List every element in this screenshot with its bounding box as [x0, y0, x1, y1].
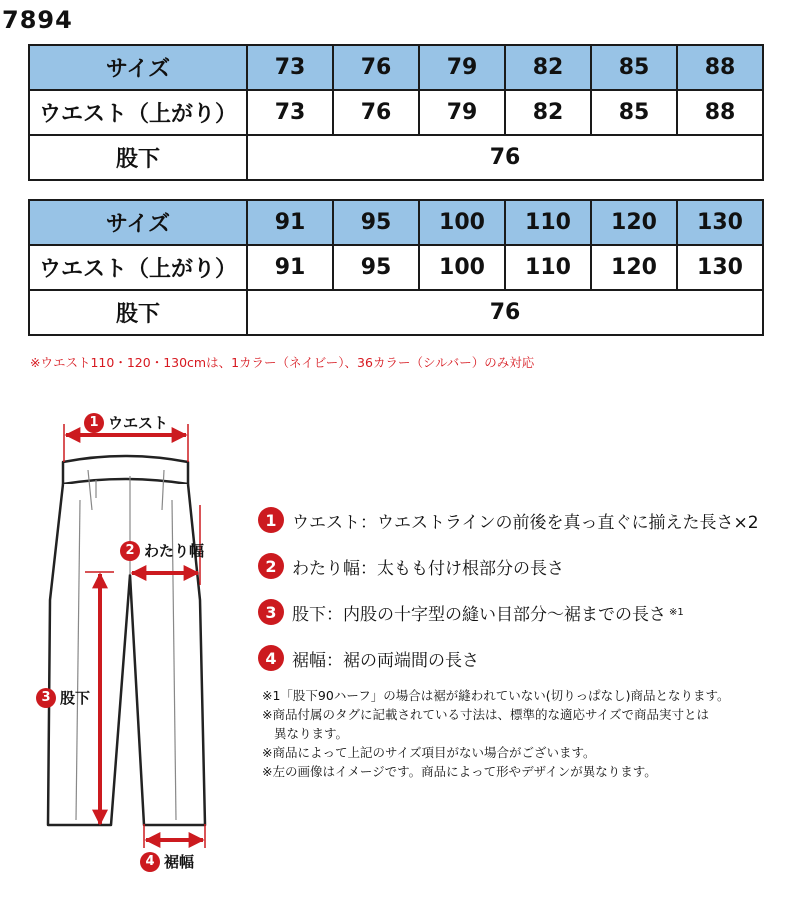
- waist-cell: 76: [333, 90, 419, 135]
- waist-cell: 95: [333, 245, 419, 290]
- inseam-value: 76: [247, 290, 763, 335]
- legend-term: 股下: [292, 604, 326, 625]
- number-badge: 2: [258, 553, 284, 579]
- size-cell: 91: [247, 200, 333, 245]
- size-cell: 110: [505, 200, 591, 245]
- legend-desc: ：内股の十字型の縫い目部分～裾までの長さ: [326, 604, 666, 625]
- waist-row: [29, 245, 763, 290]
- inseam-value: 76: [247, 135, 763, 180]
- waist-cell: 73: [247, 90, 333, 135]
- footnote: 異なります。: [274, 726, 349, 741]
- size-table-2: [28, 199, 764, 336]
- waist-cell: 130: [677, 245, 763, 290]
- inseam-row: [29, 135, 763, 180]
- footnote: ※左の画像はイメージです。商品によって形やデザインが異なります。: [262, 764, 657, 779]
- product-code: 7894: [2, 6, 73, 34]
- legend-item: [258, 497, 759, 543]
- inseam-label: 股下: [29, 135, 247, 180]
- number-badge: 3: [36, 688, 56, 708]
- legend-desc: ：裾の両端間の長さ: [326, 650, 479, 671]
- size-cell: 85: [591, 45, 677, 90]
- legend-term: ウエスト: [292, 512, 360, 533]
- waist-label: ウエスト（上がり）: [29, 245, 247, 290]
- size-cell: 79: [419, 45, 505, 90]
- legend-item: [258, 589, 759, 635]
- size-cell: 76: [333, 45, 419, 90]
- size-cell: 120: [591, 200, 677, 245]
- inseam-label: 股下: [29, 290, 247, 335]
- waist-cell: 79: [419, 90, 505, 135]
- size-cell: 73: [247, 45, 333, 90]
- footnotes: [262, 686, 729, 781]
- legend-footnote-ref: ※1: [669, 606, 684, 618]
- footnote: ※商品によって上記のサイズ項目がない場合がございます。: [262, 745, 596, 760]
- legend-item: [258, 543, 759, 589]
- legend-term: わたり幅: [292, 558, 360, 579]
- pants-outline-icon: [48, 456, 205, 825]
- size-header-label: サイズ: [29, 200, 247, 245]
- thigh-diagram-text: わたり幅: [144, 542, 205, 560]
- size-cell: 100: [419, 200, 505, 245]
- number-badge: 2: [120, 541, 140, 561]
- hem-line: [144, 824, 205, 848]
- number-badge: 4: [140, 852, 160, 872]
- legend-desc: ：太もも付け根部分の長さ: [360, 558, 564, 579]
- waist-cell: 85: [591, 90, 677, 135]
- size-cell: 95: [333, 200, 419, 245]
- number-badge: 1: [84, 413, 104, 433]
- size-cell: 88: [677, 45, 763, 90]
- size-table-1: [28, 44, 764, 181]
- waist-label: ウエスト（上がり）: [29, 90, 247, 135]
- waist-row: [29, 90, 763, 135]
- size-row: [29, 200, 763, 245]
- number-badge: 4: [258, 645, 284, 671]
- hem-diagram-text: 裾幅: [164, 853, 195, 871]
- inseam-diagram-text: 股下: [60, 689, 91, 707]
- hem-diagram-label: [140, 851, 194, 872]
- waist-cell: 91: [247, 245, 333, 290]
- waist-cell: 100: [419, 245, 505, 290]
- legend-desc: ：ウエストラインの前後を真っ直ぐに揃えた長さ×2: [360, 512, 759, 533]
- footnote: ※1「股下90ハーフ」の場合は裾が縫われていない(切りっぱなし)商品となります。: [262, 688, 730, 703]
- waist-diagram-text: ウエスト: [108, 414, 169, 432]
- inseam-diagram-label: [36, 687, 90, 708]
- measurement-legend: [258, 497, 759, 681]
- waist-cell: 110: [505, 245, 591, 290]
- waist-cell: 120: [591, 245, 677, 290]
- waist-cell: 82: [505, 90, 591, 135]
- legend-term: 裾幅: [292, 650, 326, 671]
- footnote: ※商品付属のタグに記載されている寸法は、標準的な適応サイズで商品実寸とは: [262, 707, 709, 722]
- size-header-label: サイズ: [29, 45, 247, 90]
- size-row: [29, 45, 763, 90]
- inseam-row: [29, 290, 763, 335]
- number-badge: 1: [258, 507, 284, 533]
- thigh-diagram-label: [120, 540, 204, 561]
- legend-item: [258, 635, 759, 681]
- availability-note: ※ウエスト110・120・130cmは、1カラー（ネイビー）、36カラー（シルバー）のみ対応: [30, 355, 535, 370]
- size-cell: 82: [505, 45, 591, 90]
- waist-cell: 88: [677, 90, 763, 135]
- waist-diagram-label: [84, 412, 168, 433]
- pants-diagram: [30, 400, 230, 900]
- size-cell: 130: [677, 200, 763, 245]
- number-badge: 3: [258, 599, 284, 625]
